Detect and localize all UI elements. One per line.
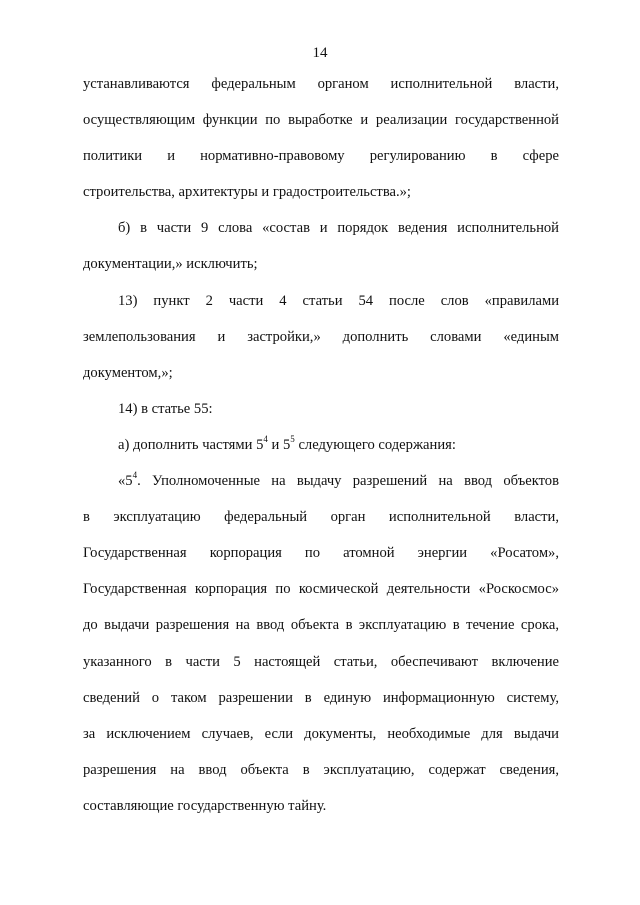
text-line: Государственная корпорация по космической деятельности «Роскосмос» (83, 581, 559, 598)
text-line: строительства, архитектуры и градостроительства.»; (83, 184, 411, 201)
text-fragment: . Уполномоченные на выдачу разрешений на ввод объектов (137, 473, 559, 490)
text-fragment: и 5 (267, 436, 291, 453)
text-line: осуществляющим функции по выработке и реализации государственной (83, 112, 559, 129)
text-line: б) в части 9 слова «состав и порядок ведения исполнительной (118, 220, 559, 237)
text-fragment: следующего содержания: (294, 436, 456, 453)
text-line: землепользования и застройки,» дополнить словами «единым (83, 328, 559, 345)
superscript: 4 (263, 434, 268, 445)
text-line: разрешения на ввод объекта в эксплуатацию, содержат сведения, (83, 761, 559, 778)
text-fragment: а) дополнить частями 5 (118, 436, 264, 453)
text-line: до выдачи разрешения на ввод объекта в эксплуатацию в течение срока, (83, 617, 559, 634)
document-body (83, 66, 559, 824)
text-line: указанного в части 5 настоящей статьи, обеспечивают включение (83, 653, 559, 670)
text-line: политики и нормативно-правовому регулированию в сфере (83, 148, 559, 165)
text-line: Государственная корпорация по атомной энергии «Росатом», (83, 545, 559, 562)
text-line: устанавливаются федеральным органом исполнительной власти, (83, 76, 559, 92)
superscript: 4 (132, 470, 138, 481)
text-line-with-superscript (83, 463, 559, 499)
text-line: 14) в статье 55: (118, 400, 213, 417)
text-line: в эксплуатацию федеральный орган исполнительной власти, (83, 509, 559, 526)
text-line: сведений о таком разрешении в единую информационную систему, (83, 689, 559, 706)
text-line: 13) пункт 2 части 4 статьи 54 после слов «правилами (118, 292, 559, 309)
page-number: 14 (312, 45, 328, 61)
superscript: 5 (290, 434, 295, 445)
text-line: документации,» исключить; (83, 256, 258, 273)
text-line-with-superscripts (83, 427, 559, 463)
text-line: составляющие государственную тайну. (83, 797, 327, 814)
text-fragment: «5 (118, 473, 133, 490)
text-line: за исключением случаев, если документы, необходимые для выдачи (83, 725, 559, 742)
text-line: документом,»; (83, 364, 173, 381)
